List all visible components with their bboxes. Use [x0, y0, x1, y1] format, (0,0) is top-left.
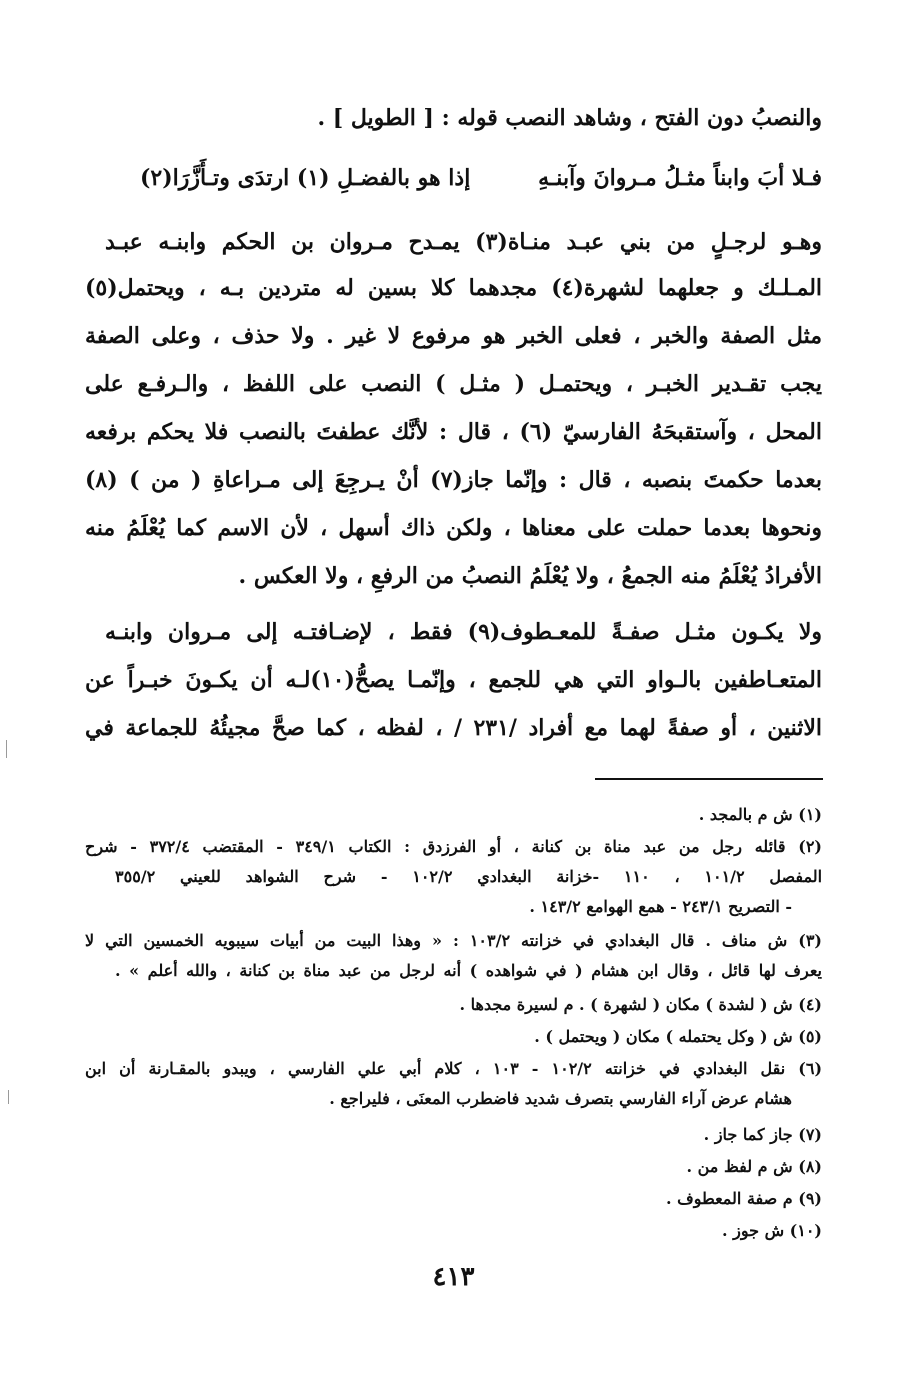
paragraph-2-line-3: الاثنين ، أو صفةً لهما مع أفراد /٢٣١ / ، لفظه ، كما صحَّ مجيئُهُ للجماعة في — [85, 715, 823, 741]
paragraph-1-line-6: بعدما حكمتَ بنصبه ، قال : وإنّما جاز(٧) أنْ يـرجِعَ إلى مـراعاةِ ( من ) (٨) — [85, 467, 822, 493]
footnote-8: (٨) ش م لفظ من . — [686, 1157, 822, 1176]
paragraph-2-line-2: المتعـاطفين بالـواو التي هي للجمع ، وإنّمـا يصحُّ(١٠)لـه أن يكـونَ خبـراً عن — [85, 667, 822, 693]
footnote-6-line-2: هشام عرض آراء الفارسي بتصرف شديد فاضطرب المعنَى ، فليراجع . — [329, 1089, 792, 1108]
footnote-1: (١) ش م بالمجد . — [698, 805, 822, 824]
paragraph-1-line-3: مثل الصفة والخبر ، فعلى الخبر هو مرفوع لا غير . ولا حذف ، وعلى الصفة — [85, 323, 822, 349]
footnote-separator — [595, 778, 823, 780]
footnote-3-line-2: يعرف لها قائل ، وقال ابن هشام ( في شواهده ) أنه لرجل من عبد مناة بن كنانة ، والله أعلم » . — [115, 961, 822, 980]
footnote-10: (١٠) ش جوز . — [721, 1221, 822, 1240]
paragraph-1-line-8: الأفرادُ يُعْلَمُ منه الجمعُ ، ولا يُعْلَمُ النصبُ من الرفعِ ، ولا العكس . — [238, 563, 822, 589]
paragraph-1-line-7: ونحوها بعدما حملت على معناها ، ولكن ذاك أسهل ، لأن الاسم كما يُعْلَمُ منه — [85, 515, 822, 541]
scan-mark — [8, 1090, 9, 1104]
footnote-7: (٧) جاز كما جاز . — [703, 1125, 822, 1144]
footnote-6-line-1: (٦) نقل البغدادي في خزانته ١٠٢/٢ - ١٠٣ ، كلام أبي علي الفارسي ، ويبدو بالمقـارنة أن ابن — [85, 1059, 823, 1078]
footnote-4: (٤) ش ( لشدة ) مكان ( لشهرة ) . م لسيرة مجدها . — [459, 995, 822, 1014]
footnote-5: (٥) ش ( وكل يحتمله ) مكان ( ويحتمل ) . — [534, 1027, 822, 1046]
verse-first-hemistich: فـلا أبَ وابناً مثـلُ مـروانَ وآبنـهِ — [538, 165, 822, 191]
paragraph-1-line-4: يجب تقـدير الخبـر ، ويحتمـل ( مثـل ) النصب على اللفظ ، والـرفـع على — [85, 371, 822, 397]
body-line-1: والنصبُ دون الفتح ، وشاهد النصب قوله : [ الطويل ] . — [317, 105, 822, 131]
verse-second-hemistich: إذا هو بالفضـلِ (١) ارتدَى وتـأَزَّرَا(٢) — [140, 165, 471, 191]
paragraph-2-line-1: ولا يكـون مثـل صفـةً للمعـطوف(٩) فقط ، لإضـافتـه إلى مـروان وابنـه — [105, 619, 822, 645]
paragraph-1-line-2: المـلـك و جعلهما لشهرة(٤) مجدهما كلا بسين له متردين بـه ، ويحتمل(٥) — [85, 275, 823, 301]
footnote-2-line-1: (٢) قائله رجل من عبد مناة بن كنانة ، أو الفرزدق : الكتاب ٣٤٩/١ - المقتضب ٣٧٢/٤ - شرح — [85, 837, 822, 856]
paragraph-1-line-1: وهـو لرجـلٍ من بني عبـد منـاة(٣) يمـدح مـروان بن الحكم وابنـه عبـد — [105, 229, 822, 255]
footnote-2-line-3: - التصريح ٢٤٣/١ - همع الهوامع ١٤٣/٢ . — [529, 897, 792, 916]
footnote-9: (٩) م صفة المعطوف . — [665, 1189, 822, 1208]
footnote-2-line-2: المفصل ١٠١/٢ ، ١١٠ -خزانة البغدادي ١٠٢/٢ - شرح الشواهد للعيني ٣٥٥/٢ — [115, 867, 823, 886]
scan-mark — [6, 740, 7, 758]
page-number: ٤١٣ — [432, 1262, 475, 1292]
paragraph-1-line-5: المحل ، وآستقبحَهُ الفارسيّ (٦) ، قال : لأنَّك عطفتَ بالنصب فلا يحكم برفعه — [85, 419, 822, 445]
footnote-3-line-1: (٣) ش مناف . قال البغدادي في خزانته ١٠٣/٢ : « وهذا البيت من أبيات سيبويه الخمسين التي لا — [85, 931, 822, 950]
